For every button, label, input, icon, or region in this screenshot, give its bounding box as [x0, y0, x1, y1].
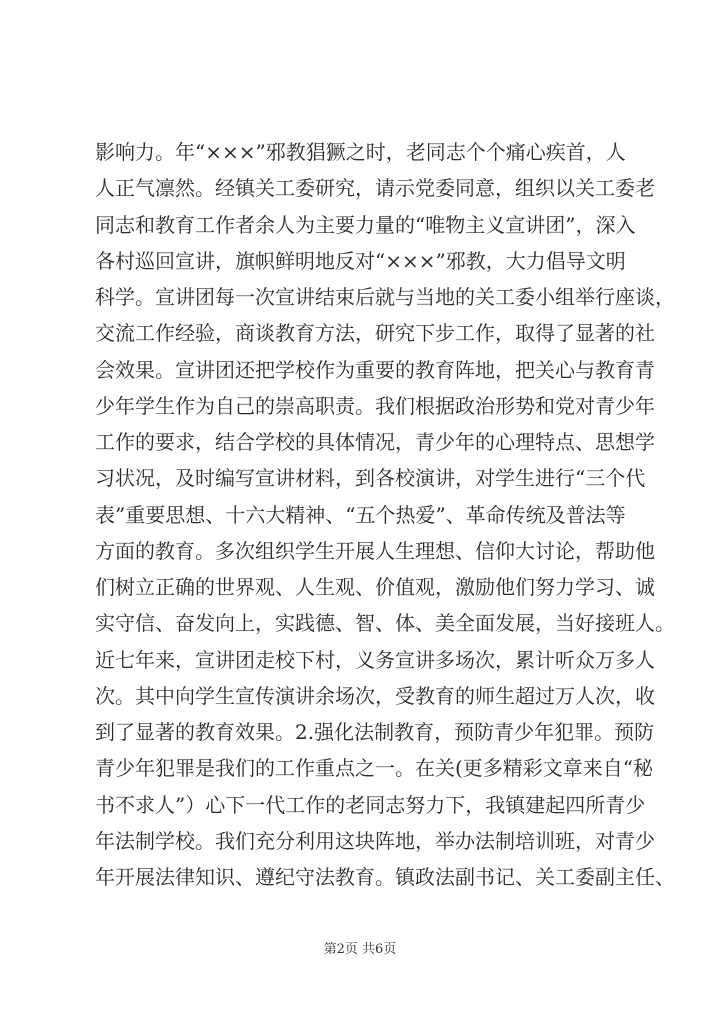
text-line: 表”重要思想、十六大精神、“五个热爱”、革命传统及普法等 — [95, 502, 626, 527]
text-line: 们树立正确的世界观、人生观、价值观，激励他们努力学习、诚 — [95, 575, 655, 599]
text-line: 各村巡回宣讲，旗帜鲜明地反对“×××”邪教，大力倡导文明 — [95, 248, 626, 273]
text-line: 方面的教育。多次组织学生开展人生理想、信仰大讨论，帮助他 — [95, 538, 655, 563]
text-line: 书不求人”）心下一代工作的老同志努力下，我镇建起四所青少 — [95, 792, 646, 817]
text-line: 青少年犯罪是我们的工作重点之一。在关(更多精彩文章来自“秘 — [95, 756, 654, 781]
text-line: 到了显著的教育效果。2.强化法制教育，预防青少年犯罪。预防 — [95, 720, 655, 744]
text-line: 年开展法律知识、遵纪守法教育。镇政法副书记、关工委副主任、 — [95, 865, 675, 889]
body-text — [95, 134, 675, 895]
text-line: 少年学生作为自己的崇高职责。我们根据政治形势和党对青少年 — [95, 393, 655, 418]
text-line: 次。其中向学生宣传演讲余场次，受教育的师生超过万人次，收 — [95, 683, 655, 708]
page-number-footer: 第2页 共6页 — [323, 942, 397, 957]
text-line: 会效果。宣讲团还把学校作为重要的教育阵地，把关心与教育青 — [95, 357, 655, 382]
text-line: 交流工作经验，商谈教育方法，研究下步工作，取得了显著的社 — [95, 321, 655, 346]
text-line: 同志和教育工作者余人为主要力量的“唯物主义宣讲团”，深入 — [95, 212, 636, 237]
text-line: 人正气凛然。经镇关工委研究，请示党委同意，组织以关工委老 — [95, 176, 655, 201]
text-line: 年法制学校。我们充分利用这块阵地，举办法制培训班，对青少 — [95, 828, 655, 853]
text-line: 工作的要求，结合学校的具体情况，青少年的心理特点、思想学 — [95, 430, 655, 454]
text-line: 近七年来，宣讲团走校下村，义务宣讲多场次，累计听众万多人 — [95, 647, 655, 672]
text-line: 习状况，及时编写宣讲材料，到各校演讲，对学生进行“三个代 — [95, 466, 646, 491]
text-line: 影响力。年“×××”邪教猖獗之时，老同志个个痛心疾首，人 — [95, 140, 626, 164]
text-line: 实守信、奋发向上，实践德、智、体、美全面发展，当好接班人。 — [95, 611, 675, 636]
text-line: 科学。宣讲团每一次宣讲结束后就与当地的关工委小组举行座谈， — [95, 285, 675, 309]
